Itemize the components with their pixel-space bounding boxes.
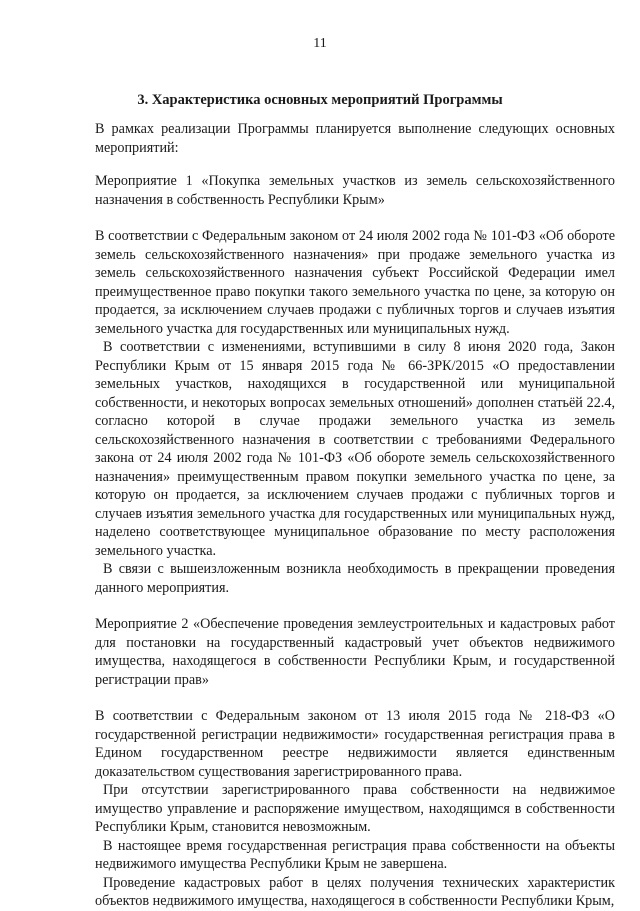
paragraph: В настоящее время государственная регистрация права собственности на объекты недвижимого имущества Республики Крым не завершена. bbox=[95, 837, 615, 872]
activity-2-title: Мероприятие 2 «Обеспечение проведения землеустроительных и кадастровых работ для постановки на государственный кадастровый учет объектов недвижимого имущества, находящегося в собственности Республики Крым, и государственной регистрации прав» bbox=[95, 616, 615, 688]
paragraph: В рамках реализации Программы планируется выполнение следующих основных мероприятий: bbox=[95, 121, 615, 156]
paragraph: Проведение кадастровых работ в целях получения технических характеристик объектов недвижимого имущества, находящегося в собственности Республики Крым, bbox=[95, 874, 615, 909]
paragraph: В соответствии с Федеральным законом от 24 июля 2002 года № 101-ФЗ «Об обороте земель сельскохозяйственного назначения» при продаже земельного участка из земель сельскохозяйственного назначения субъект Российской Федерации имел преимущественное право покупки такого земельного участка по цене, за которую он продается, за исключением случаев продажи с публичных торгов и случаев изъятия земельного участка для государственных или муниципальных нужд. bbox=[95, 228, 615, 337]
paragraph: При отсутствии зарегистрированного права собственности на недвижимое имущество управление и распоряжение имуществом, находящимся в собственности Республики Крым, становится невозможным. bbox=[95, 782, 615, 835]
paragraph: В связи с вышеизложенным возникла необходимость в прекращении проведения данного мероприятия. bbox=[95, 561, 615, 596]
document-body bbox=[95, 120, 615, 911]
paragraph: В соответствии с изменениями, вступившими в силу 8 июня 2020 года, Закон Республики Крым от 15 января 2015 года № 66-ЗРК/2015 «О предоставлении земельных участков, находящихся в государственной или муниципальной собственности, и некоторых вопросах земельных отношений» дополнен статьёй 22.4, согласно которой в случае продажи земельного участка из земель сельскохозяйственного назначения в соответствии с требованиями Федерального закона от 24 июля 2002 года № 101-ФЗ «Об обороте земель сельскохозяйственного назначения» преимущественным правом покупки земельного участка по цене, за которую он продается, за исключением случаев продажи с публичных торгов и случаев изъятия земельного участка для государственных или муниципальных нужд, наделено соответствующее муниципальное образование по месту расположения земельного участка. bbox=[95, 339, 615, 559]
section-heading: 3. Характеристика основных мероприятий Программы bbox=[137, 92, 503, 108]
paragraph: В соответствии с Федеральным законом от 13 июля 2015 года № 218-ФЗ «О государственной регистрации недвижимости» государственная регистрация права в Едином государственном реестре недвижимости является единственным доказательством существования зарегистрированного права. bbox=[95, 708, 615, 780]
page-number: 11 bbox=[313, 36, 327, 51]
activity-1-title: Мероприятие 1 «Покупка земельных участков из земель сельскохозяйственного назначения в собственность Республики Крым» bbox=[95, 173, 615, 208]
